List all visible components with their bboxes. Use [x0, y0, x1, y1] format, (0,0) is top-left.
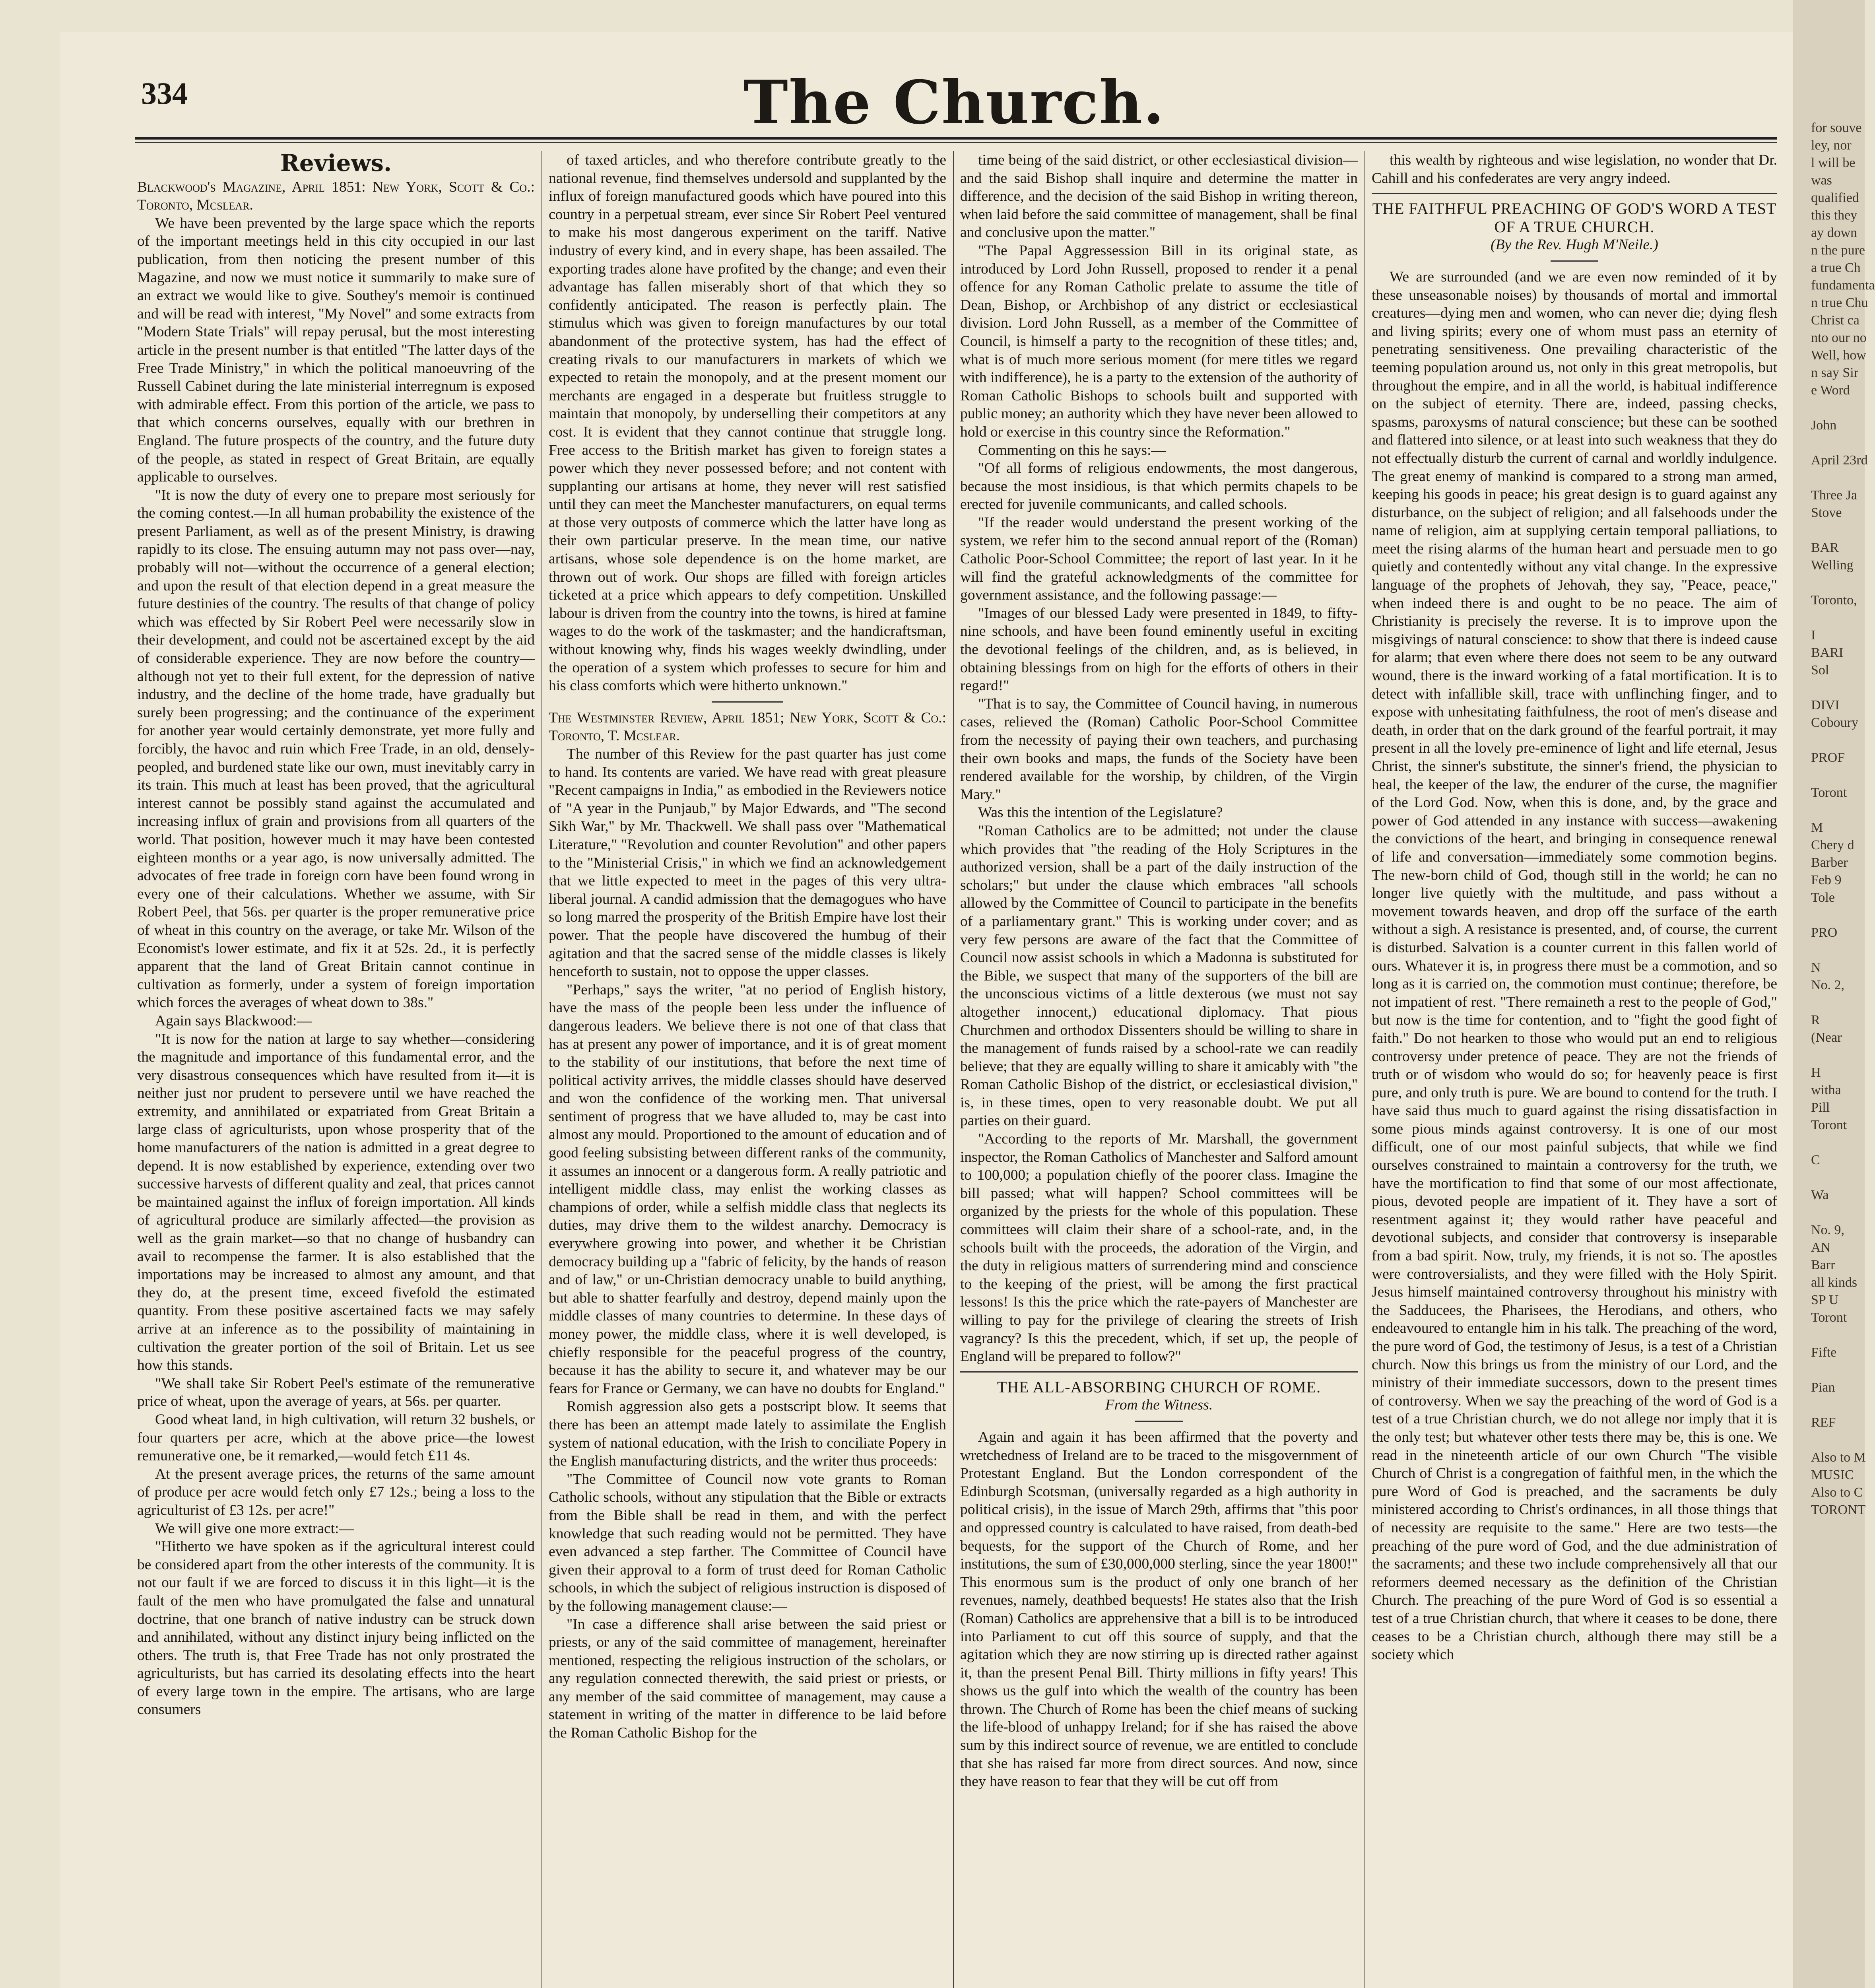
article-byline: (By the Rev. Hugh M'Neile.) [1491, 237, 1658, 253]
edge-line [1811, 434, 1865, 452]
paragraph: Good wheat land, in high cultivation, will return 32 bushels, or four quarters per acre, which at the above price—the lowest remunerative one, be it remarked,—would fetch £11 4s. [137, 1411, 535, 1464]
edge-line [1811, 802, 1865, 819]
edge-line: N [1811, 960, 1821, 975]
col1-body [137, 214, 535, 1719]
edge-line: Well, how [1811, 348, 1866, 363]
edge-line: nto our no [1811, 330, 1867, 345]
paragraph: of taxed articles, and who therefore contribute greatly to the national revenue, find themselves undersold and supplanted by the influx of foreign manufactured goods which have poured into this country in a perpetual stream, ever since Sir Robert Peel ventured to make his most dangerous experiment on the tariff. Native industry of every kind, and in every shape, has been assailed. The exporting trades alone have profited by the change; and even their advantage has fallen miserably short of that which they so confidently anticipated. The reason is perfectly plain. The stimulus which was given to foreign manufactures by our total abandonment of the protective system, has had the effect of creating rivals to our manufacturers in markets of which we expected to retain the monopoly, and at the present moment our merchants are engaged in a desperate but fruitless struggle to maintain that monopoly, by underselling their competitors at any cost. It is evident that they cannot continue that struggle long. Free access to the British market has given to foreign states a power which they never possessed before; and not content with supplanting our artisans at home, they never will rest satisfied until they can meet the Manchester manufacturers, on equal terms at those very outposts of commerce which the latter have long as their own particular preserve. In the mean time, our native artisans, whose sole dependence is on the home market, are thrown out of work. Our shops are filled with foreign articles ticketed at a price which appears to defy competition. Unskilled labour is driven from the country into the towns, is hired at famine wages to do the work of the taskmaster; and the handicraftsman, without knowing why, finds his wages weekly dwindling, under the operation of a system which professes to secure for him and his class comforts which were hitherto unknown." [549, 152, 946, 694]
col2-body-a [549, 151, 946, 695]
edge-line: ley, nor [1811, 138, 1852, 153]
edge-line: Fifte [1811, 1345, 1837, 1360]
edge-line: Three Ja [1811, 488, 1858, 503]
edge-line: (Near [1811, 1030, 1842, 1045]
col4-body-b [1372, 268, 1777, 1664]
article-source: From the Witness. [1105, 1397, 1213, 1413]
edge-line [1811, 942, 1865, 959]
edge-line: this they [1811, 208, 1858, 223]
paragraph: "In case a difference shall arise between the said priest or priests, or any of the said committee of management, hereinafter mentioned, respecting the religious instruction of the scholars, or any regulation connected therewith, the said priest or priests, or any member of the said committee of management, may cause a statement in writing of the matter in difference to be laid before the Roman Catholic Bishop for the [549, 1616, 946, 1741]
edge-line [1811, 469, 1865, 487]
edge-line: fundamenta [1811, 278, 1875, 293]
edge-line: Barber [1811, 855, 1848, 870]
edge-line: Toronto, [1811, 593, 1857, 608]
edge-line: Tole [1811, 890, 1835, 905]
review-heading-westminster: The Westminster Review, April 1851; New York, Scott & Co.: Toronto, T. Mcslear. [549, 709, 946, 744]
edge-line: l will be [1811, 155, 1856, 170]
edge-line [1811, 907, 1865, 924]
edge-line: for souve [1811, 120, 1862, 135]
edge-line [1811, 1326, 1865, 1344]
paragraph: "That is to say, the Committee of Council having, in numerous cases, relieved the (Roman) Catholic Poor-School Committee from the necessity of paying their own teachers, and purchasing their own books and maps, the funds of the Society have been rendered available for the worship, by children, of the Virgin Mary." [960, 695, 1358, 803]
edge-line: John [1811, 418, 1837, 433]
edge-line [1811, 994, 1865, 1011]
edge-line [1811, 1204, 1865, 1221]
col4-body-a [1372, 151, 1777, 187]
edge-line: was [1811, 173, 1832, 188]
edge-line: BARI [1811, 645, 1844, 660]
col3-body-b [960, 1428, 1358, 1791]
edge-line [1811, 1134, 1865, 1151]
column-4 [1372, 151, 1777, 1988]
edge-line [1811, 609, 1865, 627]
edge-line [1811, 522, 1865, 539]
edge-line: Stove [1811, 505, 1842, 520]
paragraph: "The Committee of Council now vote grants to Roman Catholic schools, without any stipulation that the Bible or extracts from the Bible shall be read in them, and with the perfect knowledge that such reading would not be permitted. They have even advanced a step farther. The Committee of Council have given their approval to a form of trust deed for Roman Catholic schools, in which the subject of religious instruction is disposed of by the following management clause:— [549, 1471, 946, 1614]
edge-line [1811, 574, 1865, 592]
paragraph: At the present average prices, the returns of the same amount of produce per acre would fetch only £7 12s.; being a loss to the agriculturist of £3 12s. per acre!" [137, 1466, 535, 1518]
edge-line: PRO [1811, 925, 1838, 940]
edge-line: Also to C [1811, 1485, 1863, 1500]
edge-line: SP U [1811, 1293, 1839, 1307]
review-heading-blackwood: Blackwood's Magazine, April 1851: New York, Scott & Co.: Toronto, Mcslear. [137, 179, 535, 214]
masthead-title: The Church. [743, 68, 1165, 138]
page-number: 334 [141, 76, 188, 111]
paragraph: Again and again it has been affirmed that the poverty and wretchedness of Ireland are to be traced to the misgovernment of Protestant England. But the London correspondent of the Edinburgh Scotsman, (universally regarded as a high authority in political crisis), in the issue of March 29th, affirms that "this poor and oppressed country is calculated to have raised, from death-bed bequests, for the support of the Church of Rome, and her institutions, the sum of £30,000,000 sterling, since the year 1800!" This enormous sum is the product of only one branch of her revenues, namely, deathbed bequests! He states also that the Irish (Roman) Catholics are apprehensive that a bill is to be introduced into Parliament to cut off this source of supply, and that the agitation which they are now stirring up is directed rather against it, than the present Penal Bill. Thirty millions in fifty years! This shows us the gulf into which the wealth of the country has been thrown. The Church of Rome has been the chief means of sucking the life-blood of unhappy Ireland; for if she has raised the above sum by this indirect source of revenue, we are entitled to conclude that she has raised far more from direct sources. And now, since they have reason to fear that they will be cut off from [960, 1429, 1358, 1790]
edge-line: REF [1811, 1415, 1836, 1430]
edge-line: Welling [1811, 558, 1854, 573]
edge-line: Toront [1811, 1118, 1847, 1132]
edge-line: H [1811, 1065, 1821, 1080]
edge-line: R [1811, 1013, 1820, 1027]
paragraph: "Of all forms of religious endowments, the most dangerous, because the most insidious, is that which permits chapels to be erected for juvenile communicants, and called schools. [960, 460, 1358, 513]
paragraph: "According to the reports of Mr. Marshall, the government inspector, the Roman Catholics of Manchester and Salford amount to 100,000; a population chiefly of the poorer class. Imagine the bill passed; what will happen? School committees will be organized by the priests for the whole of this population. These committees will claim their share of a school-rate, and, in the schools built with the proceeds, the adoration of the Virgin, and the duty in religious matters of surrendering mind and conscience to the keeping of the priest, will be among the first practical lessons! Is this the price which the rate-payers of Manchester are willing to pay for the privilege of clearing the streets of Irish vagrancy? Is this the precedent, which, if set up, the people of England will be prepared to follow?" [960, 1131, 1358, 1365]
edge-line: Feb 9 [1811, 873, 1842, 887]
edge-line: Toront [1811, 1310, 1847, 1325]
edge-line: April 23rd [1811, 453, 1868, 468]
column-divider [953, 151, 954, 1988]
column-3 [960, 151, 1358, 1988]
paragraph: "Images of our blessed Lady were presented in 1849, to fifty-nine schools, and have been found eminently useful in exciting the devotional feelings of the children, and, as is believed, in obtaining blessings from on high for the efforts of others in their regard!" [960, 605, 1358, 694]
article-title-faithful-preaching: THE FAITHFUL PREACHING OF GOD'S WORD A TEST OF A TRUE CHURCH. [1372, 200, 1777, 236]
article-separator [1372, 193, 1777, 194]
article-title-church-of-rome: THE ALL-ABSORBING CHURCH OF ROME. [997, 1378, 1321, 1396]
edge-line: C [1811, 1153, 1820, 1167]
edge-line: qualified [1811, 190, 1859, 205]
edge-line [1811, 1396, 1865, 1414]
header-rule-thin [135, 142, 1777, 143]
edge-line [1811, 1169, 1865, 1186]
edge-line: Also to M [1811, 1450, 1866, 1465]
edge-line [1811, 679, 1865, 697]
paragraph: "The Papal Aggressession Bill in its original state, as introduced by Lord John Russell, proposed to render it a penal offence for any Roman Catholic prelate to assume the title of Dean, Bishop, or Archbishop of any district or ecclesiastical division. Lord John Russell, as a member of the Committee of Council, is himself a party to the recognition of these titles; and, what is of much more serious moment (for mere titles we regard with indifference), he is a party to the extension of the authority of Roman Catholic Bishops to schools built and supported with public money; an authority which they have never been allowed to hold or exercise in this country since the Reformation." [960, 242, 1358, 440]
edge-line: Pill [1811, 1100, 1830, 1115]
edge-line: Coboury [1811, 715, 1858, 730]
edge-line: Wa [1811, 1188, 1829, 1202]
paragraph: "If the reader would understand the present working of the system, we refer him to the second annual report of the (Roman) Catholic Poor-School Committee; the report of last year. In it he will find the grateful acknowledgments of the committee for government assistance, and the following passage:— [960, 514, 1358, 604]
edge-line [1811, 399, 1865, 417]
paragraph: "It is now the duty of every one to prepare most seriously for the coming contest.—In all human probability the existence of the present Parliament, as well as of the present Ministry, is drawing rapidly to its close. The ensuing autumn may not pass over—nay, probably will not—without the occurrence of a general election; and upon the result of that election depend in a great measure the future destinies of the country. The results of that change of policy which was effected by Sir Robert Peel were necessarily slow in their development, and could not be ascertained except by the aid of considerable experience. They are now before the country—although not yet to their full extent, for the depression of native industry, and the decline of the home trade, have gradually but surely been progressing; and the continuance of the experiment for another year would certainly demonstrate, yet more fully and forcibly, the havoc and ruin which Free Trade, in an old, densely-peopled, and burdened state like our own, must inevitably carry in its train. This much at least has been proved, that the agricultural interest cannot be possibly stand against the accumulated and increasing influx of grain and provisions from all quarters of the world. That position, however much it may have been contested eighteen months or a year ago, is now universally admitted. The advocates of free trade in foreign corn have been found wrong in every one of their calculations. Whether we assume, with Sir Robert Peel, that 56s. per quarter is the proper remunerative price of wheat in this country on the average, or take Mr. Wilson of the Economist's lower estimate, and fix it at 52s. 2d., it is perfectly apparent that the land of Great Britain cannot continue in cultivation as formerly, under a system of foreign importation which forces the averages of wheat down to 38s." [137, 487, 535, 1011]
edge-line: Sol [1811, 663, 1829, 678]
edge-line: BAR [1811, 540, 1839, 555]
edge-line: No. 2, [1811, 978, 1845, 992]
edge-line [1811, 767, 1865, 784]
edge-line: I [1811, 628, 1816, 643]
paragraph: "Hitherto we have spoken as if the agricultural interest could be considered apart from the other interests of the community. It is not our fault if we are forced to discuss it in this light—it is the fault of the men who have promulgated the false and unnatural doctrine, that one branch of native industry can be struck down and annihilated, without any distinct injury being inflicted on the others. The truth is, that Free Trade has not only prostrated the agriculturists, but has carried its desolating effects into the heart of every large town in the empire. The artisans, who are large consumers [137, 1538, 535, 1718]
paragraph: "Perhaps," says the writer, "at no period of English history, have the mass of the people been less under the influence of dangerous leaders. We believe there is not one of that class that has at present any power of importance, and it is of great moment to the stability of our institutions, that before the next time of political activity arrives, the middle classes should have deserved and won the confidence of the working men. That universal sentiment of progress that we have alluded to, may be cast into almost any mould. Proportioned to the amount of education and of good feeling subsisting between different ranks of the community, it assumes an innocent or a dangerous form. A really patriotic and intelligent middle class, may enlist the working classes as champions of order, while a selfish middle class that neglects its duties, may drive them to the wildest anarchy. Democracy is everywhere growing into power, and whether it be Christian democracy building up a "fabric of felicity, by the hands of reason and of law," or un-Christian democracy unable to build anything, but able to shatter fearfully and destroy, depend mainly upon the middle classes of many countries to determine. In these days of money power, the middle class, where it is well developed, is chiefly responsible for the peaceful progress of the country, because it has the ability to secure it, and whatever may be our fears for France or Germany, we can have no doubts for England." [549, 981, 946, 1397]
edge-line: n say Sir [1811, 365, 1858, 380]
edge-line: a true Ch [1811, 260, 1861, 275]
edge-line: n the pure [1811, 243, 1865, 258]
edge-line: n true Chu [1811, 295, 1868, 310]
title-rule [1551, 260, 1598, 262]
edge-line: all kinds [1811, 1275, 1858, 1290]
paragraph: Was this the intention of the Legislature? [978, 804, 1223, 821]
edge-line: M [1811, 820, 1823, 835]
edge-line: Toront [1811, 785, 1847, 800]
edge-line: Christ ca [1811, 313, 1859, 328]
edge-line: Chery d [1811, 838, 1854, 852]
adjacent-page-edge [1811, 119, 1875, 1988]
col2-body-b [549, 745, 946, 1742]
paragraph: "It is now for the nation at large to say whether—considering the magnitude and importance of this fundamental error, and the very disastrous consequences which have resulted from it—it is neither just nor prudent to persevere until we have reached the extremity, and annihilated or expatriated from Great Britain a large class of agriculturists, upon whose prosperity that of the home manufacturers of the nation is admitted in a great degree to depend. It is now established by experience, extending over two successive harvests of different quality and zeal, that prices cannot be maintained against the influx of foreign importation. All kinds of agricultural produce are similarly affected—the provision as well as the grain market—so that no change of husbandry can avail to recompense the farmer. It is also established that the importations may be increased to almost any amount, and that they do, at the present time, exceed fivefold the estimated quantity. From these positive ascertained facts we may safely arrive at an inference as to the possibility of maintaining in cultivation the greater portion of the soil of Britain. Let us see how this stands. [137, 1031, 535, 1374]
edge-line: Pian [1811, 1380, 1835, 1395]
column-2 [549, 151, 946, 1988]
paragraph: We have been prevented by the large space which the reports of the important meetings held in this city occupied in our last publication, from then noticing the present number of this Magazine, and now we must notice it summarily to make sure of an extract we would like to give. Southey's memoir is continued and will be read with interest, "My Novel" and some extracts from "Modern State Trials" will repay perusal, but the most interesting article in the present number is that entitled "The latter days of the Free Trade Ministry," in which the political manoeuvring of the Russell Cabinet during the late ministerial interregnum is exposed with admirable effect. From this portion of the article, we pass to that which concerns ourselves, equally with our brethren in England. The future prospects of the country, and the future duty of the people, as stated in respect of Great Britain, are equally applicable to ourselves. [137, 215, 535, 485]
edge-line [1811, 732, 1865, 749]
title-rule [1135, 1421, 1183, 1422]
edge-line: PROF [1811, 750, 1845, 765]
section-title-reviews: Reviews. [280, 149, 392, 177]
edge-line: MUSIC [1811, 1468, 1854, 1482]
paragraph: time being of the said district, or other ecclesiastical division—and the said Bishop shall inquire and determine the matter in difference, and the decision of the said Bishop in writing thereon, when laid before the said committee of management, shall be final and conclusive upon the matter." [960, 152, 1358, 241]
paragraph: this wealth by righteous and wise legislation, no wonder that Dr. Cahill and his confederates are very angry indeed. [1372, 152, 1777, 186]
edge-line: TORONT [1811, 1503, 1866, 1517]
edge-line [1811, 1046, 1865, 1064]
edge-line [1811, 1361, 1865, 1379]
paragraph: The number of this Review for the past quarter has just come to hand. Its contents are varied. We have read with great pleasure "Recent campaigns in India," as embodied in the Reviewers notice of "A year in the Punjaub," by Major Edwards, and "The second Sikh War," by Mr. Thackwell. We shall pass over "Mathematical Literature," "Revolution and counter Revolution" and other papers to the "Ministerial Crisis," in which we find an acknowledgement that we little expected to meet in the pages of this very ultra-liberal journal. A candid admission that the demagogues who have so long marred the prosperity of the British Empire have lost their power. That the people have discovered the humbug of their agitation and that the sacred sense of the middle classes is likely henceforth to sustain, not to oppose the upper classes. [549, 746, 946, 980]
edge-line: ay down [1811, 225, 1858, 240]
paragraph: "We shall take Sir Robert Peel's estimate of the remunerative price of wheat, upon the average of years, at 56s. per quarter. [137, 1375, 535, 1410]
edge-line: e Word [1811, 383, 1850, 398]
edge-line: DIVI [1811, 698, 1840, 712]
paragraph: "Roman Catholics are to be admitted; not under the clause which provides that "the reading of the Holy Scriptures in the authorized version, shall be a part of the daily instruction of the scholars;" but under the clause which embraces "all schools allowed by the Committee of Council to participate in the benefits of a parliamentary grant." This is working under cover; and as very few persons are aware of the fact that the Committee of Council now assist schools in which a Madonna is substituted for the Bible, we suspect that many of the supporters of the bill are the unconscious victims of a little dexterous (we must not say altogether innocent,) educational diplomacy. That pious Churchmen and orthodox Dissenters should be willing to share in the management of funds raised by a school-rate we can readily believe; that they are equally willing to share it amicably with "the Roman Catholic Bishop of the district, or ecclesiastical division," is, in these times, open to very reasonable doubt. We put all parties on their guard. [960, 822, 1358, 1129]
edge-line: No. 9, [1811, 1223, 1845, 1237]
paragraph: We are surrounded (and we are even now reminded of it by these unseasonable noises) by thousands of mortal and immortal creatures—dying men and women, who can never die; dying flesh and living spirits; every one of whom must pass an eternity of penetrating sensitiveness. One prevailing characteristic of the teeming population around us, not only in this great metropolis, but throughout the empire, and in all the world, is habitual indifference on the subject of eternity. There are, indeed, passing checks, spasms, paroxysms of natural conscience; but these can be soothed and flattered into silence, or at least into such weakness that they do not effectually disturb the current of carnal and worldly indulgence. The great enemy of mankind is compared to a strong man armed, keeping his goods in peace; his great design is to guard against any disturbance, on the subject of religion; and all falsehoods under the name of religion, aim at supplying certain temporal palliations, to meet the rising alarms of the human heart and persuade men to go quietly and contentedly without any vital change. In the expressive language of the prophets of Jehovah, they say, "Peace, peace," when indeed there is and ought to be no peace. The aim of Christianity is precisely the reverse. It is to improve upon the misgivings of natural conscience: to show that there is indeed cause for alarm; that even where there does not seem to be any outward wound, there is the inward working of a fatal mortification. It is to detect with infallible skill, trace with unflinching finger, and to expose with unhesitating faithfulness, the root of men's disease and death, in order that on the dark ground of the fearful portrait, it may present in all the lovely pre-eminence of light and life eternal, Jesus Christ, the sinner's substitute, the sinner's friend, the physician to heal, the keeper of the law, the endurer of the curse, the magnifier of the Lord God. Now, when this is done, and, by the grace and power of God attended in any instance with success—awakening the convictions of the heart, and bringing in consequence renewal of life and conversation—immediately some commotion begins. The new-born child of God, though still in the world; he can no longer live quietly with the multitude, and pass without a movement towards heaven, and drop off the surface of the earth without a sigh. A resistance is presented, and, of course, the current is disturbed. Salvation is a counter current in this fallen world of ours. Whatever it is, in progress there must be a commotion, and so long as it is carried on, the commotion must continue; therefore, be not impatient of rest. "There remaineth a rest to the people of God," but now is the time for contention, and to "fight the good fight of faith." Do not hearken to those who would put an end to religious controversy under pretence of peace. They are not the friends of truth or of wisdom who would do so; for heavenly peace is first pure, and only truth is pure. We are bound to contend for the truth. I have said thus much to guard against the rising dissatisfaction in some pious minds against controversy. It is one of our most difficult, one of our most painful subjects, that while we find ourselves constrained to maintain a controversy for the truth, we have the mortification to find that some of our most affectionate, pious, devoted people are impatient of it. They have a sort of resentment against it; they would rather have peaceful and devotional subjects, and consider that controversy is inseparable from a bad spirit. Now, truly, my friends, it is not so. The apostles were controversialists, and they were filled with the Holy Spirit. Jesus himself maintained controversy throughout his ministry with the Sadducees, the Pharisees, the Herodians, and others, who endeavoured to entangle him in his talk. The preaching of the word, the pure word of God, the testimony of Jesus, is a test of a Christian church. Now this brings us from the ministry of our Lord, and the ministry of their immediate successors, down to the present times of controversy. When we say the preaching of the word of God is a test of a true Christian church, we do not allege nor imply that it is the only test; but whatever other tests there may be, this is one. We read in the nineteenth article of our own Church "The visible Church of Christ is a congregation of faithful men, in the which the pure Word of God is preached, and the sacraments be duly ministered according to Christ's ordinances, in all those things that of necessity are requisite to the same." Here are two tests—the preaching of the pure word of God, and the due administration of the sacraments; and these two include comprehensively all that our reformers deemed necessary as the definition of the Christian Church. The preaching of the pure Word of God is so essential a test of a true Christian church, that where it ceases to be done, there ceases to be a Christian church, although there may still be a society which [1372, 268, 1777, 1663]
column-1 [137, 151, 535, 1988]
edge-line [1811, 1431, 1865, 1449]
paragraph: We will give one more extract:— [155, 1520, 354, 1537]
article-separator [712, 701, 783, 703]
edge-line: Barr [1811, 1258, 1835, 1272]
edge-line: AN [1811, 1240, 1831, 1255]
paragraph: Again says Blackwood:— [155, 1012, 312, 1029]
article-separator [960, 1371, 1358, 1373]
col3-body-a [960, 151, 1358, 1366]
paragraph: Commenting on this he says:— [978, 442, 1166, 458]
paragraph: Romish aggression also gets a postscript blow. It seems that there has been an attempt made lately to assimilate the English system of national education, with the Irish to conciliate Popery in the English manufacturing districts, and the writer thus proceeds: [549, 1398, 946, 1470]
edge-line: witha [1811, 1083, 1841, 1097]
header-rule [135, 137, 1777, 140]
